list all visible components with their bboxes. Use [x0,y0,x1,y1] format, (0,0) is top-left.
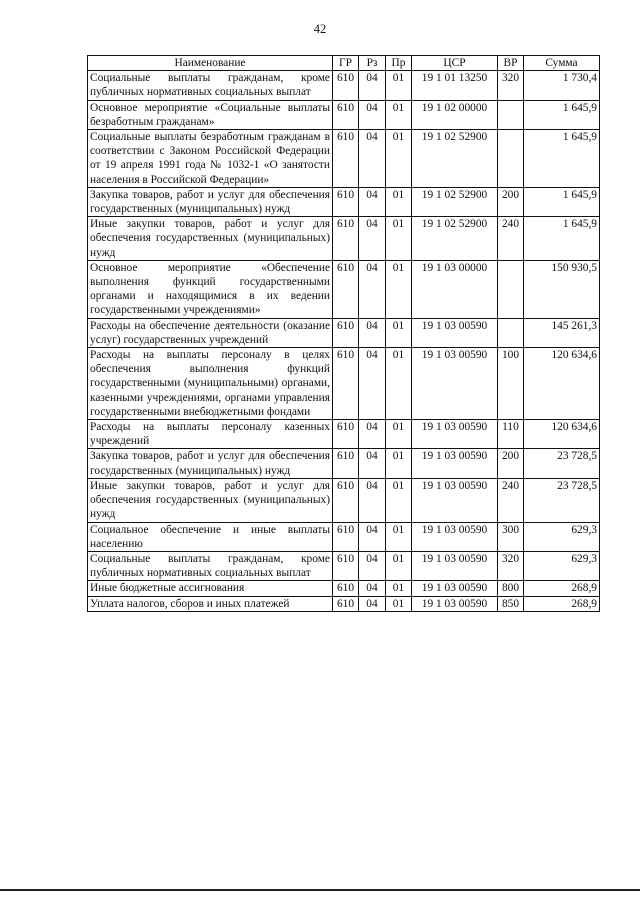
cell-gr: 610 [333,100,359,129]
cell-pr: 01 [386,130,412,188]
table-row [88,100,600,129]
cell-csr: 19 1 01 13250 [412,71,498,100]
cell-csr: 19 1 03 00590 [412,478,498,522]
cell-rz: 04 [359,187,386,216]
cell-sum: 629,3 [524,522,600,551]
cell-csr: 19 1 03 00590 [412,318,498,347]
header-vr: ВР [498,56,524,71]
cell-csr: 19 1 03 00590 [412,522,498,551]
cell-pr: 01 [386,596,412,611]
cell-rz: 04 [359,260,386,318]
cell-sum: 120 634,6 [524,348,600,420]
cell-rz: 04 [359,581,386,596]
cell-name: Иные закупки товаров, работ и услуг для обеспечения государственных (муниципальных) нужд [88,217,333,261]
cell-name: Расходы на выплаты персоналу казенных учреждений [88,420,333,449]
cell-sum: 23 728,5 [524,478,600,522]
cell-csr: 19 1 03 00590 [412,348,498,420]
cell-sum: 150 930,5 [524,260,600,318]
cell-sum: 1 645,9 [524,100,600,129]
cell-name: Социальное обеспечение и иные выплаты населению [88,522,333,551]
header-rz: Рз [359,56,386,71]
cell-rz: 04 [359,478,386,522]
cell-name: Закупка товаров, работ и услуг для обеспечения государственных (муниципальных) нужд [88,187,333,216]
cell-rz: 04 [359,551,386,580]
table-row [88,217,600,261]
cell-rz: 04 [359,100,386,129]
table-row [88,187,600,216]
cell-vr: 200 [498,187,524,216]
table-row [88,581,600,596]
cell-rz: 04 [359,318,386,347]
cell-csr: 19 1 03 00000 [412,260,498,318]
cell-pr: 01 [386,420,412,449]
cell-vr: 320 [498,551,524,580]
cell-vr: 240 [498,478,524,522]
cell-csr: 19 1 02 52900 [412,130,498,188]
cell-sum: 120 634,6 [524,420,600,449]
cell-csr: 19 1 03 00590 [412,420,498,449]
table-row [88,449,600,478]
bottom-rule [0,889,640,891]
cell-gr: 610 [333,217,359,261]
cell-pr: 01 [386,217,412,261]
cell-vr: 800 [498,581,524,596]
header-csr: ЦСР [412,56,498,71]
cell-pr: 01 [386,478,412,522]
cell-gr: 610 [333,130,359,188]
cell-rz: 04 [359,348,386,420]
cell-gr: 610 [333,449,359,478]
cell-sum: 145 261,3 [524,318,600,347]
cell-vr: 110 [498,420,524,449]
cell-name: Расходы на выплаты персоналу в целях обеспечения выполнения функций государственными (муниципальными) органами, казенными учреждениями, органами управления государственными внебюджетными фондами [88,348,333,420]
cell-rz: 04 [359,130,386,188]
header-name: Наименование [88,56,333,71]
cell-pr: 01 [386,522,412,551]
cell-csr: 19 1 03 00590 [412,596,498,611]
table-row [88,596,600,611]
budget-table [87,55,600,612]
cell-sum: 268,9 [524,596,600,611]
cell-gr: 610 [333,260,359,318]
header-pr: Пр [386,56,412,71]
cell-csr: 19 1 02 52900 [412,187,498,216]
cell-sum: 629,3 [524,551,600,580]
cell-gr: 610 [333,348,359,420]
cell-rz: 04 [359,71,386,100]
cell-name: Социальные выплаты гражданам, кроме публичных нормативных социальных выплат [88,71,333,100]
cell-vr: 240 [498,217,524,261]
cell-gr: 610 [333,318,359,347]
table-row [88,318,600,347]
cell-pr: 01 [386,187,412,216]
cell-pr: 01 [386,260,412,318]
cell-gr: 610 [333,187,359,216]
table-header-row [88,56,600,71]
cell-pr: 01 [386,449,412,478]
cell-name: Иные закупки товаров, работ и услуг для обеспечения государственных (муниципальных) нужд [88,478,333,522]
header-gr: ГР [333,56,359,71]
cell-pr: 01 [386,348,412,420]
cell-name: Социальные выплаты безработным гражданам в соответствии с Законом Российской Федерации от 19 апреля 1991 года № 1032-1 «О занятости населения в Российской Федерации» [88,130,333,188]
cell-vr: 200 [498,449,524,478]
cell-vr [498,260,524,318]
cell-vr: 320 [498,71,524,100]
cell-sum: 1 645,9 [524,187,600,216]
cell-gr: 610 [333,551,359,580]
cell-sum: 1 730,4 [524,71,600,100]
cell-name: Уплата налогов, сборов и иных платежей [88,596,333,611]
table-row [88,522,600,551]
page-number: 42 [313,22,327,36]
cell-pr: 01 [386,581,412,596]
table-row [88,260,600,318]
cell-pr: 01 [386,100,412,129]
cell-sum: 23 728,5 [524,449,600,478]
cell-gr: 610 [333,71,359,100]
cell-name: Закупка товаров, работ и услуг для обеспечения государственных (муниципальных) нужд [88,449,333,478]
cell-vr: 850 [498,596,524,611]
cell-sum: 268,9 [524,581,600,596]
header-sum: Сумма [524,56,600,71]
cell-name: Основное мероприятие «Социальные выплаты безработным гражданам» [88,100,333,129]
cell-pr: 01 [386,71,412,100]
cell-gr: 610 [333,581,359,596]
cell-name: Расходы на обеспечение деятельности (оказание услуг) государственных учреждений [88,318,333,347]
table-row [88,551,600,580]
table-row [88,71,600,100]
cell-vr: 300 [498,522,524,551]
cell-gr: 610 [333,596,359,611]
cell-sum: 1 645,9 [524,130,600,188]
cell-name: Основное мероприятие «Обеспечение выполнения функций государственными органами и находящимися в их ведении государственными учреждениями» [88,260,333,318]
table-row [88,130,600,188]
cell-rz: 04 [359,522,386,551]
cell-pr: 01 [386,318,412,347]
cell-vr [498,100,524,129]
cell-rz: 04 [359,217,386,261]
table-row [88,478,600,522]
cell-vr [498,130,524,188]
cell-sum: 1 645,9 [524,217,600,261]
cell-rz: 04 [359,420,386,449]
cell-csr: 19 1 02 52900 [412,217,498,261]
cell-csr: 19 1 03 00590 [412,449,498,478]
cell-csr: 19 1 02 00000 [412,100,498,129]
cell-rz: 04 [359,596,386,611]
cell-vr [498,318,524,347]
table-row [88,420,600,449]
table-row [88,348,600,420]
cell-rz: 04 [359,449,386,478]
table-body [88,71,600,612]
cell-gr: 610 [333,420,359,449]
cell-pr: 01 [386,551,412,580]
cell-csr: 19 1 03 00590 [412,551,498,580]
cell-gr: 610 [333,522,359,551]
cell-csr: 19 1 03 00590 [412,581,498,596]
cell-name: Иные бюджетные ассигнования [88,581,333,596]
cell-gr: 610 [333,478,359,522]
cell-name: Социальные выплаты гражданам, кроме публичных нормативных социальных выплат [88,551,333,580]
cell-vr: 100 [498,348,524,420]
